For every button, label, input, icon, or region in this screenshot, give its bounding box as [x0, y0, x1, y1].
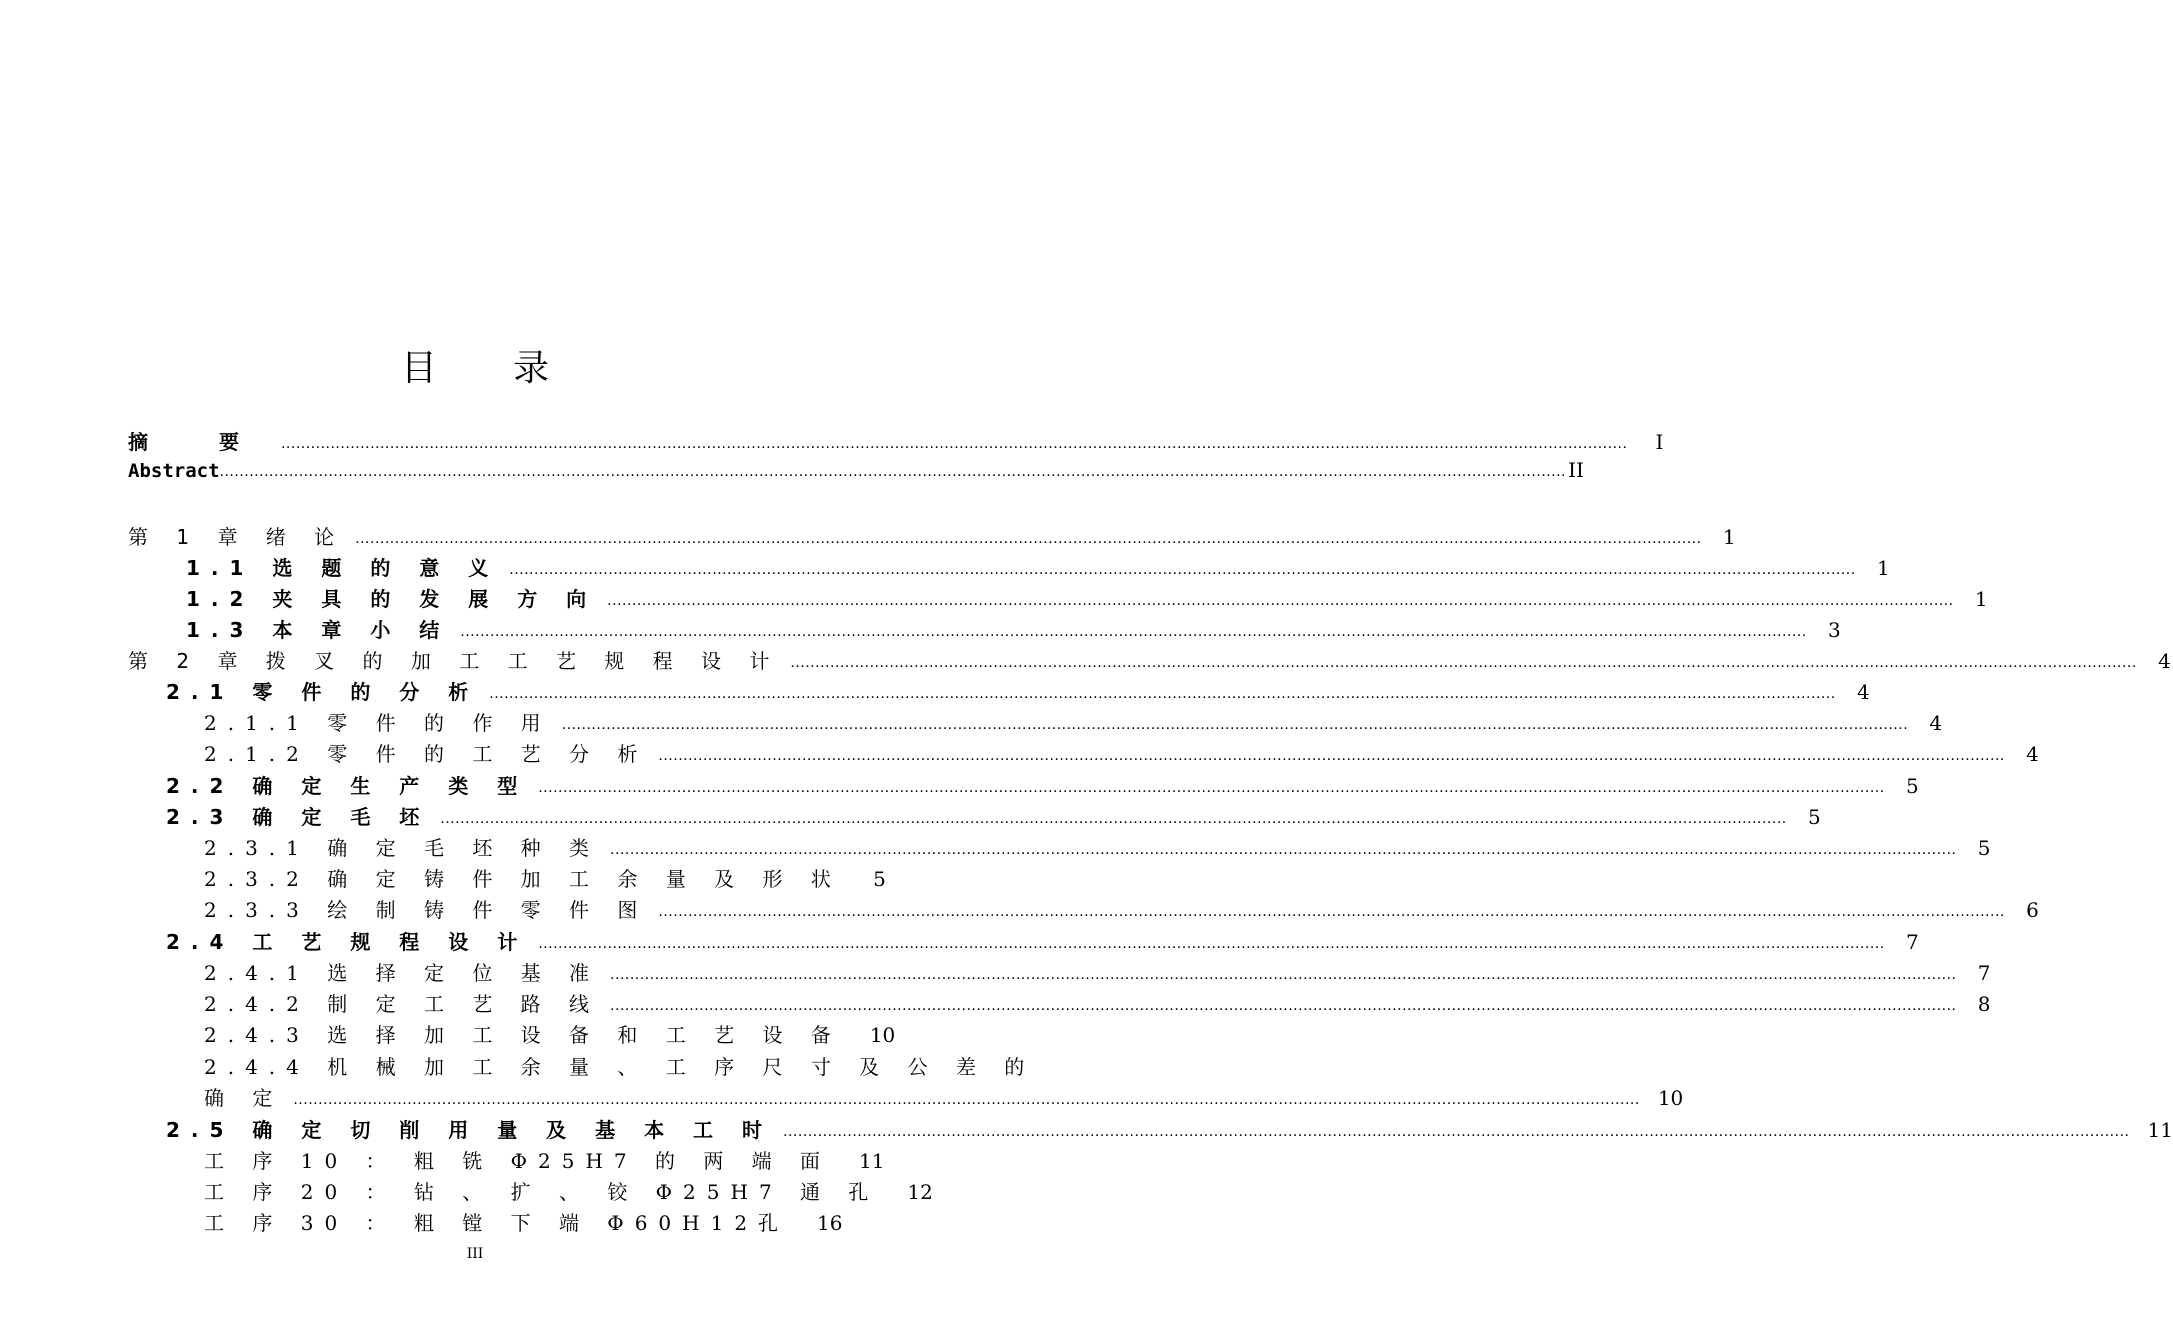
toc-entry-2-3-1[interactable] — [204, 832, 1991, 863]
toc-entry-page: 12 — [907, 1180, 933, 1204]
page-title: 目 录 — [400, 348, 582, 389]
toc-entry-page: 10 — [1657, 1086, 1684, 1110]
toc-entry-page: 1 — [1974, 587, 1988, 611]
toc-leader-dots — [538, 936, 1884, 952]
toc-leader-dots — [460, 624, 1806, 640]
toc-entry-label: 1.2 夹 具 的 发 展 方 向 — [186, 587, 598, 611]
toc-entry-1-1[interactable] — [186, 552, 1890, 583]
toc-entry-chapter-1[interactable] — [128, 521, 1736, 552]
toc-entry-label: 2.1.2 零 件 的 工 艺 分 析 — [204, 742, 649, 766]
toc-entry-label: 2.4.2 制 定 工 艺 路 线 — [204, 992, 601, 1016]
toc-entry-page: I — [1655, 430, 1664, 454]
toc-entry-process-30[interactable] — [204, 1207, 843, 1238]
toc-entry-label: 第 2 章 拨 叉 的 加 工 工 艺 规 程 设 计 — [128, 649, 781, 673]
toc-entry-2-3-2[interactable] — [204, 863, 886, 894]
toc-entry-2-4-1[interactable] — [204, 957, 1991, 988]
toc-leader-dots — [489, 686, 1835, 702]
toc-entry-2-4[interactable] — [166, 926, 1919, 957]
toc-entry-abstract-en[interactable] — [128, 458, 1584, 489]
toc-entry-1-2[interactable] — [186, 583, 1988, 614]
toc-entry-label: 2.5 确 定 切 削 用 量 及 基 本 工 时 — [166, 1118, 774, 1142]
toc-entry-2-4-4-line1[interactable]: 2.4.4 机 械 加 工 余 量 、 工 序 尺 寸 及 公 差 的 — [204, 1055, 1036, 1079]
toc-leader-dots — [610, 998, 1956, 1014]
toc-entry-page: II — [1568, 458, 1584, 482]
toc-entry-page: 4 — [1929, 711, 1943, 735]
toc-entry-2-4-4[interactable] — [204, 1082, 1684, 1113]
toc-entry-label: 摘 要 — [128, 430, 271, 454]
toc-entry-2-1[interactable] — [166, 676, 1870, 707]
toc-entry-page: 4 — [2158, 649, 2171, 673]
toc-entry-2-5[interactable] — [166, 1114, 2173, 1145]
toc-leader-dots — [607, 593, 1953, 609]
toc-entry-label: 1.3 本 章 小 结 — [186, 618, 451, 642]
toc-leader-dots — [790, 655, 2136, 671]
toc-leader-dots — [538, 780, 1884, 796]
toc-entry-page: 4 — [2026, 742, 2039, 766]
toc-leader-dots — [509, 562, 1855, 578]
toc-leader-dots — [440, 811, 1786, 827]
toc-entry-label: 2.3.2 确 定 铸 件 加 工 余 量 及 形 状 — [204, 867, 842, 891]
toc-entry-page: 7 — [1977, 961, 1991, 985]
toc-leader-dots — [610, 967, 1956, 983]
footer-page-number: III — [466, 1246, 484, 1262]
toc-leader-dots — [220, 464, 1566, 480]
toc-entry-label: 2.3 确 定 毛 坯 — [166, 805, 431, 829]
toc-entry-page: 7 — [1905, 930, 1919, 954]
toc-entry-2-3-3[interactable] — [204, 894, 2039, 925]
toc-entry-label: 工 序 30 ： 粗 镗 下 端 Φ60H12孔 — [204, 1211, 790, 1235]
toc-entry-1-3[interactable] — [186, 614, 1841, 645]
toc-leader-dots — [658, 904, 2004, 920]
toc-entry-label: 第 1 章 绪 论 — [128, 525, 346, 549]
toc-leader-dots — [610, 842, 1956, 858]
toc-entry-label: 2.2 确 定 生 产 类 型 — [166, 774, 529, 798]
toc-entry-page: 6 — [2026, 898, 2039, 922]
toc-entry-label: 2.3.3 绘 制 铸 件 零 件 图 — [204, 898, 649, 922]
toc-entry-2-2[interactable] — [166, 770, 1919, 801]
toc-entry-page: 5 — [873, 867, 886, 891]
toc-entry-page: 11 — [2147, 1118, 2173, 1142]
toc-entry-page: 10 — [869, 1023, 896, 1047]
toc-entry-page: 5 — [1808, 805, 1821, 829]
toc-entry-process-10[interactable] — [204, 1145, 885, 1176]
toc-entry-process-20[interactable] — [204, 1176, 933, 1207]
toc-leader-dots — [355, 531, 1701, 547]
toc-entry-2-3[interactable] — [166, 801, 1821, 832]
toc-entry-page: 5 — [1977, 836, 1991, 860]
toc-entry-chapter-2[interactable] — [128, 645, 2171, 676]
toc-entry-page: 4 — [1856, 680, 1870, 704]
toc-entry-label: 2.1 零 件 的 分 析 — [166, 680, 480, 704]
toc-entry-label: 2.3.1 确 定 毛 坯 种 类 — [204, 836, 601, 860]
toc-entry-page: 11 — [859, 1149, 885, 1173]
toc-entry-label: 1.1 选 题 的 意 义 — [186, 556, 500, 580]
toc-leader-dots — [658, 748, 2004, 764]
toc-entry-label: 2.4.1 选 择 定 位 基 准 — [204, 961, 601, 985]
toc-entry-label: 2.1.1 零 件 的 作 用 — [204, 711, 552, 735]
toc-entry-2-4-3[interactable] — [204, 1019, 896, 1050]
toc-entry-2-1-2[interactable] — [204, 738, 2039, 769]
toc-leader-dots — [281, 436, 1627, 452]
toc-entry-label: 2.4.3 选 择 加 工 设 备 和 工 艺 设 备 — [204, 1023, 842, 1047]
toc-entry-page: 1 — [1876, 556, 1890, 580]
toc-leader-dots — [293, 1092, 1639, 1108]
toc-entry-label: 工 序 10 ： 粗 铣 Φ25H7 的 两 端 面 — [204, 1149, 832, 1173]
toc-entry-page: 16 — [817, 1211, 843, 1235]
toc-leader-dots — [562, 717, 1908, 733]
toc-entry-page: 8 — [1977, 992, 1991, 1016]
toc-entry-2-1-1[interactable] — [204, 707, 1943, 738]
toc-entry-2-4-2[interactable] — [204, 988, 1991, 1019]
toc-entry-abstract-cn[interactable] — [128, 426, 1664, 457]
toc-entry-label: 工 序 20 ： 钻 、 扩 、 铰 Φ25H7 通 孔 — [204, 1180, 880, 1204]
toc-entry-page: 1 — [1722, 525, 1736, 549]
toc-entry-page: 3 — [1828, 618, 1841, 642]
toc-entry-label: 确 定 — [204, 1086, 284, 1110]
toc-leader-dots — [783, 1124, 2129, 1140]
toc-entry-label: 2.4 工 艺 规 程 设 计 — [166, 930, 529, 954]
toc-entry-page: 5 — [1905, 774, 1919, 798]
toc-entry-label: Abstract — [128, 460, 220, 482]
